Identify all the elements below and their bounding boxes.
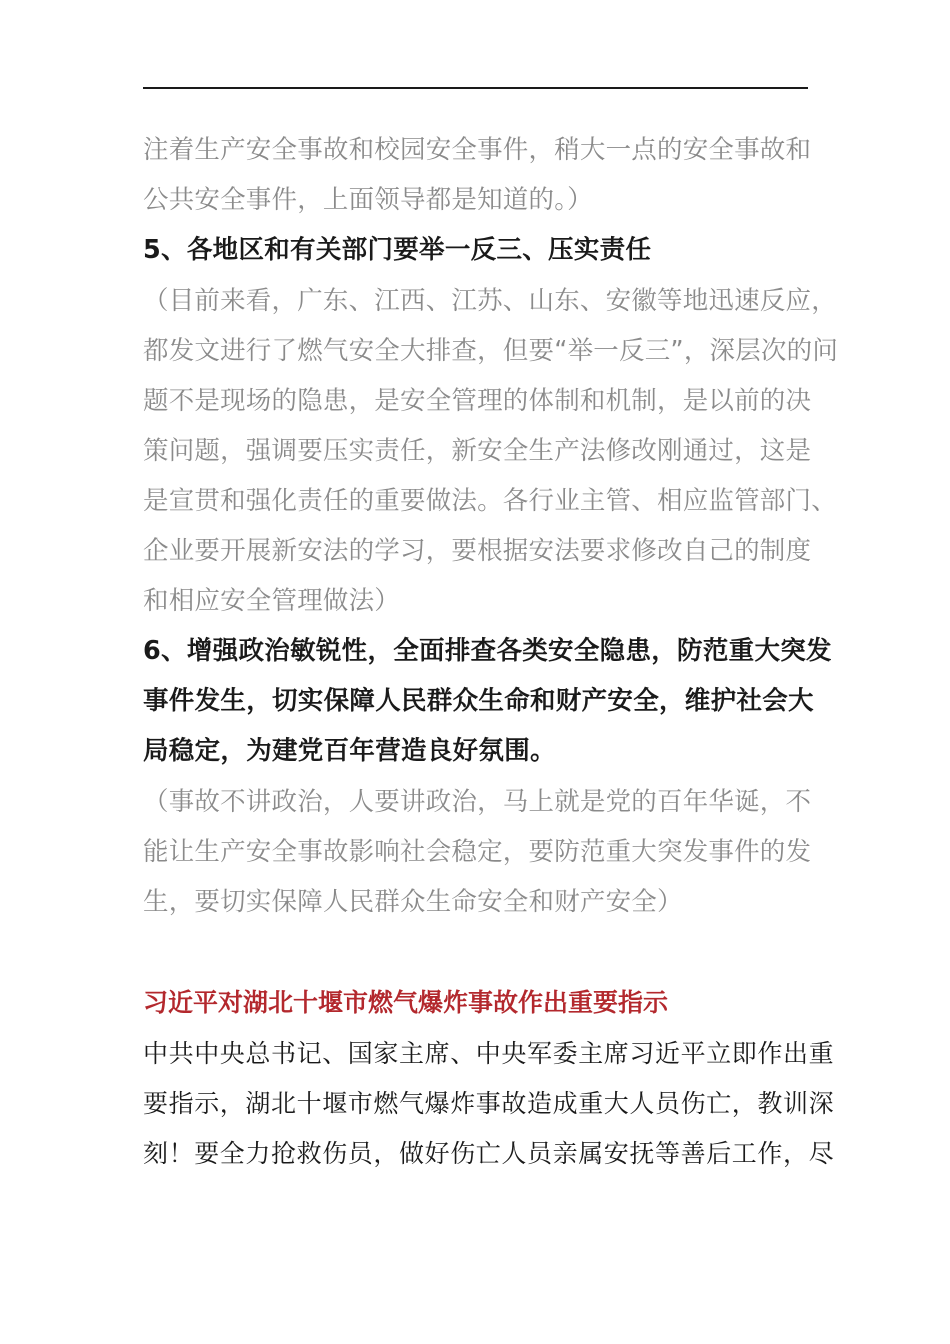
item5-heading: 5、各地区和有关部门要举一反三、压实责任 (143, 235, 652, 265)
note-continuation-line: 公共安全事件，上面领导都是知道的。） (143, 185, 593, 215)
item6-heading-line: 事件发生，切实保障人民群众生命和财产安全，维护社会大 (143, 686, 814, 716)
article-body-line: 要指示，湖北十堰市燃气爆炸事故造成重大人员伤亡，教训深 (143, 1089, 835, 1118)
item6-note-line: 生，要切实保障人民群众生命安全和财产安全） (143, 887, 683, 917)
item6-note-line: 能让生产安全事故影响社会稳定，要防范重大突发事件的发 (143, 837, 812, 867)
note-continuation-line: 注着生产安全事故和校园安全事件，稍大一点的安全事故和 (143, 135, 812, 165)
article-title: 习近平对湖北十堰市燃气爆炸事故作出重要指示 (143, 988, 669, 1017)
item5-note-line: 都发文进行了燃气安全大排查，但要“举一反三”，深层次的问 (143, 336, 839, 366)
item5-note-line: 策问题，强调要压实责任，新安全生产法修改刚通过，这是 (143, 436, 812, 466)
item5-note-line: 是宣贯和强化责任的重要做法。各行业主管、相应监管部门、 (143, 486, 837, 516)
item6-heading-line: 6、增强政治敏锐性，全面排查各类安全隐患，防范重大突发 (143, 636, 832, 666)
header-rule (143, 87, 808, 89)
item5-note-line: （目前来看，广东、江西、江苏、山东、安徽等地迅速反应， (143, 286, 837, 316)
item5-note-line: 企业要开展新安法的学习，要根据安法要求修改自己的制度 (143, 536, 812, 566)
item5-note-line: 和相应安全管理做法） (143, 586, 401, 616)
item5-note-line: 题不是现场的隐患，是安全管理的体制和机制，是以前的决 (143, 386, 812, 416)
item6-note-line: （事故不讲政治，人要讲政治，马上就是党的百年华诞，不 (143, 787, 812, 817)
item6-heading-line: 局稳定，为建党百年营造良好氛围。 (143, 736, 556, 766)
article-body-line: 刻！要全力抢救伤员，做好伤亡人员亲属安抚等善后工作，尽 (143, 1139, 835, 1168)
article-body-line: 中共中央总书记、国家主席、中央军委主席习近平立即作出重 (143, 1039, 835, 1068)
